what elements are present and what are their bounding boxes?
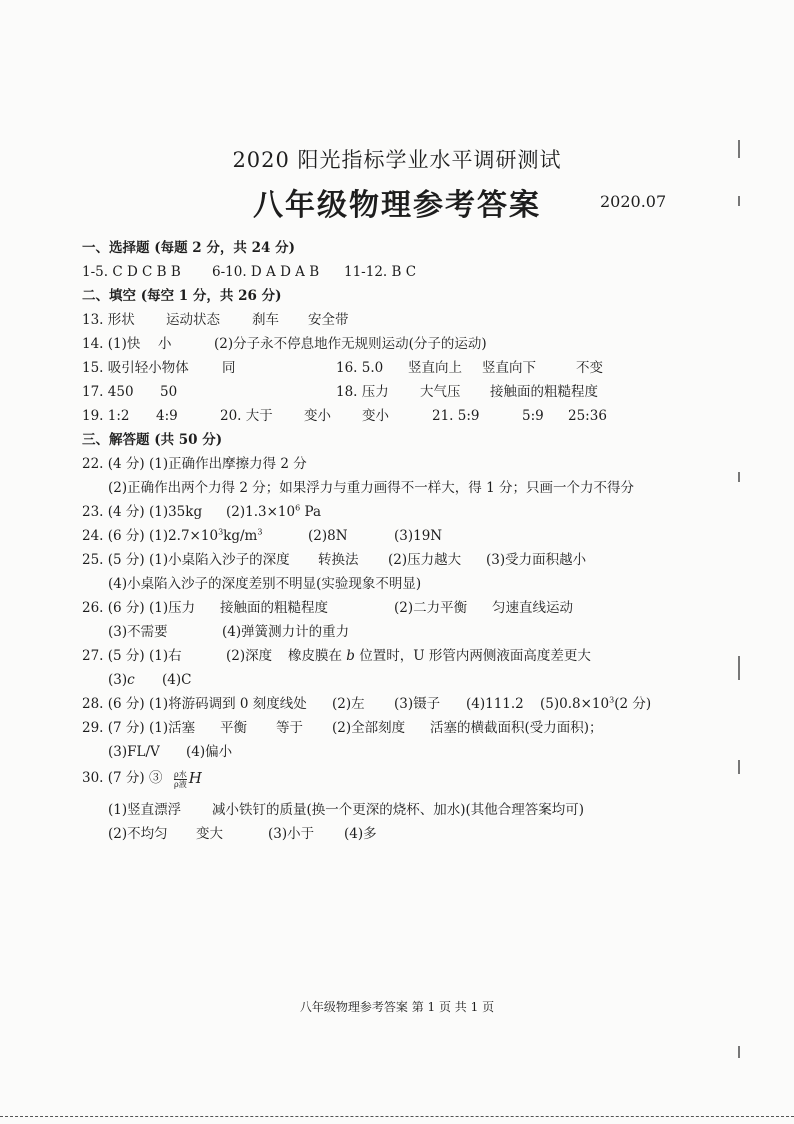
answer: 接触面的粗糙程度 — [220, 600, 328, 616]
scan-mark — [738, 656, 740, 680]
answer-key-title: 八年级物理参考答案 — [253, 188, 541, 223]
answer: (4)弹簧测力计的重力 — [222, 624, 350, 640]
answer: (4)偏小 — [186, 744, 233, 760]
answer: (3)FL/V — [108, 744, 160, 760]
answer: 25:36 — [568, 408, 607, 424]
answer: (3)不需要 — [108, 624, 168, 640]
exponent: 3 — [609, 695, 615, 705]
answer: 15. 吸引轻小物体 — [82, 360, 189, 376]
answer: (2)正确作出两个力得 2 分；如果浮力与重力画得不一样大，得 1 分；只画一个力不得分 — [108, 480, 634, 496]
answer: 26. (6 分) (1)压力 — [82, 600, 196, 616]
answer: (4)小桌陷入沙子的深度差别不明显(实验现象不明显) — [108, 576, 422, 592]
answer: 活塞的横截面积(受力面积)； — [430, 720, 603, 736]
answer: 匀速直线运动 — [492, 600, 573, 616]
answer: (2)全部刻度 — [332, 720, 406, 736]
answer: (3)镊子 — [394, 696, 441, 712]
answer — [82, 526, 262, 546]
answer-text: (2 分) — [614, 696, 652, 712]
section-heading: 二、填空 (每空 1 分，共 26 分) — [82, 288, 282, 304]
answer: (4)C — [162, 672, 192, 688]
answer: 29. (7 分) (1)活塞 — [82, 720, 196, 736]
answer-unit: Pa — [300, 504, 322, 520]
answer — [226, 502, 321, 522]
answer: (4)111.2 — [466, 696, 524, 712]
answer: 23. (4 分) (1)35kg — [82, 504, 203, 520]
answer: 21. 5:9 — [432, 408, 480, 424]
answer: (3)小于 — [268, 826, 315, 842]
answer: (2)深度 — [226, 648, 273, 664]
answer-text: 位置时，U 形管内两侧液面高度差更大 — [354, 648, 591, 664]
answer: (2)不均匀 — [108, 826, 168, 842]
answer: 14. (1)快 — [82, 336, 141, 352]
exponent: 3 — [257, 527, 263, 537]
answer: (2)二力平衡 — [394, 600, 468, 616]
answer: 小 — [158, 336, 172, 352]
answer: 安全带 — [308, 312, 349, 328]
answer: (2)左 — [332, 696, 365, 712]
answer — [540, 694, 651, 714]
answer: (4)多 — [344, 826, 377, 842]
exam-date: 2020.07 — [600, 192, 667, 211]
fraction — [174, 770, 187, 789]
answer: (3)19N — [394, 528, 443, 544]
answer: 转换法 — [318, 552, 359, 568]
variable: c — [127, 672, 135, 688]
answer: 同 — [222, 360, 236, 376]
answer: 16. 5.0 — [336, 360, 384, 376]
scan-mark — [738, 196, 740, 206]
page-footer: 八年级物理参考答案 第 1 页 共 1 页 — [299, 1000, 495, 1014]
answer: 刹车 — [252, 312, 279, 328]
answer-text: 橡皮膜在 — [288, 648, 347, 664]
answer: 22. (4 分) (1)正确作出摩擦力得 2 分 — [82, 456, 307, 472]
section-heading: 三、解答题 (共 50 分) — [82, 432, 223, 448]
answer: (3)受力面积越小 — [486, 552, 587, 568]
answer — [288, 646, 591, 666]
answer: 11-12. B C — [344, 264, 417, 280]
variable: b — [346, 648, 355, 664]
answer: 18. 压力 — [336, 384, 389, 400]
answer: 30. (7 分) ③ — [82, 770, 163, 786]
answer: 25. (5 分) (1)小桌陷入沙子的深度 — [82, 552, 290, 568]
answer: 17. 450 — [82, 384, 134, 400]
answer: 13. 形状 — [82, 312, 135, 328]
exponent: 6 — [295, 503, 301, 513]
answer: 20. 大于 — [220, 408, 273, 424]
answer: 4:9 — [156, 408, 178, 424]
answer: 6-10. D A D A B — [212, 264, 320, 280]
answer: 27. (5 分) (1)右 — [82, 648, 182, 664]
scan-mark — [738, 140, 740, 158]
scan-mark — [738, 1046, 740, 1058]
answer: 不变 — [576, 360, 603, 376]
fraction-denominator: ρ液 — [174, 780, 187, 789]
answer: 竖直向上 — [408, 360, 462, 376]
answer — [108, 670, 135, 690]
answer: 50 — [160, 384, 178, 400]
answer: (2)分子永不停息地作无规则运动(分子的运动) — [214, 336, 487, 352]
answer: (2)压力越大 — [388, 552, 462, 568]
answer: 接触面的粗糙程度 — [490, 384, 598, 400]
answer-text: 24. (6 分) (1)2.7×10 — [82, 528, 219, 544]
answer: 运动状态 — [166, 312, 220, 328]
exponent: 3 — [218, 527, 224, 537]
variable: H — [188, 769, 202, 787]
answer: 大气压 — [420, 384, 461, 400]
fraction-numerator: ρ水 — [174, 770, 187, 779]
formula — [166, 768, 202, 789]
answer: 28. (6 分) (1)将游码调到 0 刻度线处 — [82, 696, 307, 712]
scan-mark — [738, 472, 740, 482]
answer: (1)竖直漂浮 — [108, 802, 182, 818]
exam-title: 2020 阳光指标学业水平调研测试 — [232, 148, 562, 172]
section-heading: 一、选择题 (每题 2 分，共 24 分) — [82, 240, 295, 256]
answer: 变大 — [196, 826, 223, 842]
answer-unit: kg/m — [223, 528, 258, 544]
answer: 1-5. C D C B B — [82, 264, 181, 280]
answer: 19. 1:2 — [82, 408, 130, 424]
answer: 等于 — [276, 720, 303, 736]
answer: 5:9 — [522, 408, 544, 424]
answer: 减小铁钉的质量(换一个更深的烧杯、加水)(其他合理答案均可) — [212, 802, 585, 818]
answer: 变小 — [362, 408, 389, 424]
answer: 变小 — [304, 408, 331, 424]
scan-mark — [738, 760, 740, 774]
answer-text: (3) — [108, 672, 128, 688]
scan-bottom-line — [0, 1116, 794, 1117]
answer: 平衡 — [220, 720, 247, 736]
answer-text: (5)0.8×10 — [540, 696, 610, 712]
answer-text: (2)1.3×10 — [226, 504, 296, 520]
answer: 竖直向下 — [482, 360, 536, 376]
answer: (2)8N — [308, 528, 348, 544]
